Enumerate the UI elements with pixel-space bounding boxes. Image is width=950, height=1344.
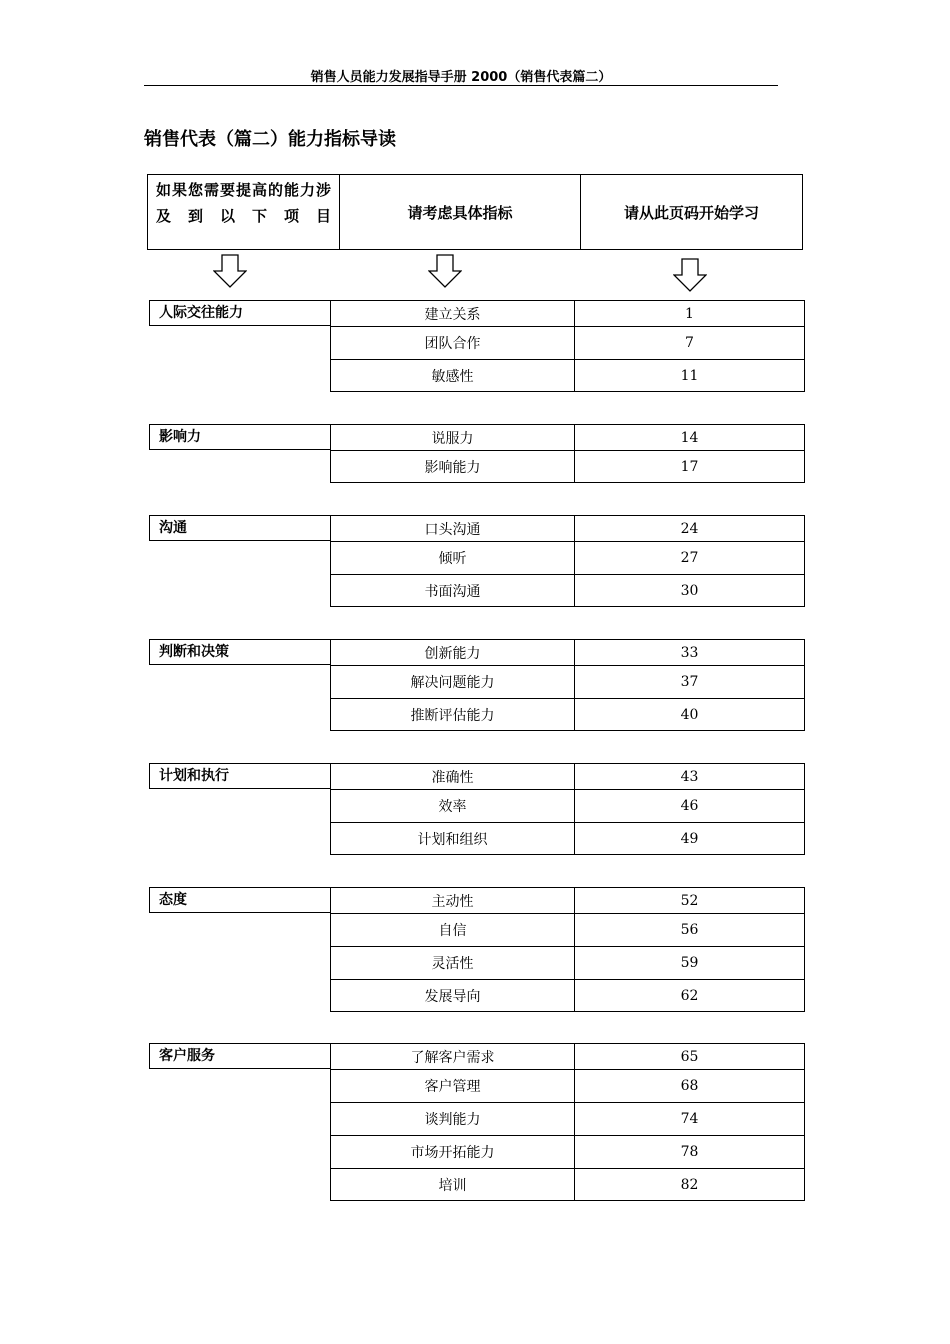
indicator-rows [330, 1043, 805, 1201]
table-row [330, 763, 805, 789]
indicator-cell: 培训 [331, 1169, 575, 1200]
indicator-cell: 说服力 [331, 425, 575, 450]
indicator-rows [330, 639, 805, 731]
running-header: 销售人员能力发展指导手册 2000（销售代表篇二） [310, 70, 612, 85]
page-number-cell: 7 [685, 335, 694, 351]
page-number-cell: 74 [680, 1111, 699, 1127]
indicator-cell: 谈判能力 [331, 1103, 575, 1135]
page-number-cell: 68 [680, 1078, 699, 1094]
indicator-cell: 主动性 [331, 888, 575, 913]
table-row [330, 1102, 805, 1135]
table-row [330, 822, 805, 855]
page-number-cell: 59 [680, 955, 699, 971]
page-number-cell: 40 [680, 706, 699, 723]
indicator-cell: 推断评估能力 [331, 699, 575, 730]
page-number-cell: 52 [680, 892, 699, 909]
guide-col-areas: 如果您需要提高的能力涉及到以下项目 [148, 175, 340, 250]
indicator-cell: 了解客户需求 [331, 1044, 575, 1069]
competency-area-label: 客户服务 [149, 1043, 330, 1069]
table-row [330, 450, 805, 483]
competency-area-label: 计划和执行 [149, 763, 330, 789]
competency-area-label: 态度 [149, 887, 330, 913]
indicator-cell: 敏感性 [331, 360, 575, 391]
indicator-rows [330, 515, 805, 607]
table-row [330, 979, 805, 1012]
page-number-cell: 11 [680, 367, 699, 384]
table-row [330, 887, 805, 913]
indicator-rows [330, 887, 805, 1012]
table-row [330, 1135, 805, 1168]
table-row [330, 665, 805, 698]
page-number-cell: 24 [680, 520, 699, 537]
table-row [330, 1168, 805, 1201]
competency-area-label: 人际交往能力 [149, 300, 330, 326]
indicator-rows [330, 424, 805, 483]
page-number-cell: 43 [680, 768, 699, 785]
competency-area-label: 沟通 [149, 515, 330, 541]
page-number-cell: 33 [680, 644, 699, 661]
table-row [330, 698, 805, 731]
indicator-cell: 市场开拓能力 [331, 1136, 575, 1168]
table-row [330, 515, 805, 541]
indicator-cell: 发展导向 [331, 980, 575, 1011]
page-number-cell: 17 [680, 458, 699, 475]
guide-col-indicators: 请考虑具体指标 [340, 175, 581, 250]
page-number-cell: 62 [680, 987, 699, 1004]
indicator-rows [330, 763, 805, 855]
indicator-cell: 创新能力 [331, 640, 575, 665]
table-row [330, 300, 805, 326]
guide-col-pages: 请从此页码开始学习 [581, 175, 803, 250]
down-arrow-icon [428, 254, 462, 288]
indicator-cell: 效率 [331, 790, 575, 822]
page-number-cell: 82 [680, 1176, 699, 1193]
page-number-cell: 37 [680, 674, 699, 690]
table-row [330, 574, 805, 607]
table-row [330, 946, 805, 979]
table-row [330, 639, 805, 665]
indicator-rows [330, 300, 805, 392]
indicator-cell: 客户管理 [331, 1070, 575, 1102]
indicator-cell: 口头沟通 [331, 516, 575, 541]
header-rule [144, 85, 778, 86]
page-number-cell: 78 [680, 1144, 699, 1160]
indicator-cell: 影响能力 [331, 451, 575, 482]
table-row [330, 1043, 805, 1069]
indicator-cell: 自信 [331, 914, 575, 946]
table-row [330, 326, 805, 359]
page-number-cell: 27 [680, 550, 699, 566]
down-arrow-icon [213, 254, 247, 288]
table-row [330, 424, 805, 450]
indicator-cell: 团队合作 [331, 327, 575, 359]
indicator-cell: 解决问题能力 [331, 666, 575, 698]
table-row [330, 913, 805, 946]
competency-area-label: 影响力 [149, 424, 330, 450]
page-number-cell: 30 [680, 582, 699, 599]
page-number-cell: 1 [685, 305, 694, 322]
page-number-cell: 14 [680, 429, 699, 446]
page-number-cell: 56 [680, 922, 699, 938]
table-row [330, 789, 805, 822]
guide-header-table [147, 174, 803, 250]
down-arrow-icon [673, 258, 707, 292]
indicator-cell: 灵活性 [331, 947, 575, 979]
indicator-cell: 计划和组织 [331, 823, 575, 854]
competency-area-label: 判断和决策 [149, 639, 330, 665]
table-row [330, 541, 805, 574]
indicator-cell: 倾听 [331, 542, 575, 574]
table-row [330, 359, 805, 392]
page-number-cell: 46 [680, 798, 699, 814]
table-row [330, 1069, 805, 1102]
indicator-cell: 准确性 [331, 764, 575, 789]
indicator-cell: 建立关系 [331, 301, 575, 326]
indicator-cell: 书面沟通 [331, 575, 575, 606]
page-number-cell: 65 [680, 1048, 699, 1065]
page-title: 销售代表（篇二）能力指标导读 [144, 129, 396, 150]
page-number-cell: 49 [680, 830, 699, 847]
